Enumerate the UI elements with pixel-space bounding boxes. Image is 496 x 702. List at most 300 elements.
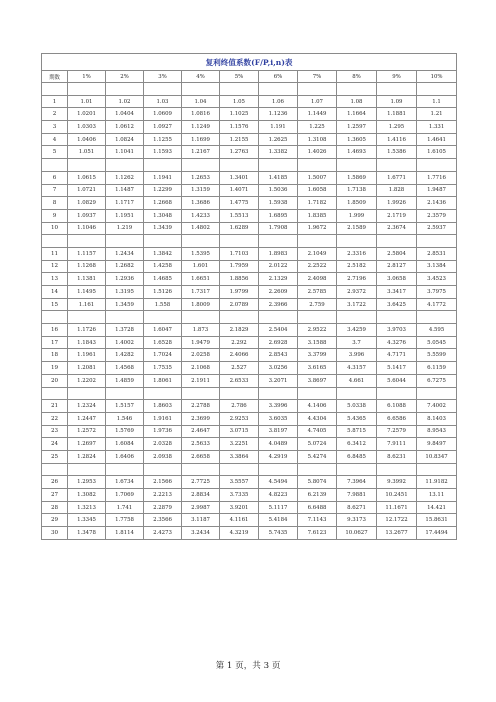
period-cell: 15 bbox=[42, 298, 68, 311]
factor-cell: 1.2697 bbox=[68, 438, 106, 451]
factor-cell: 7.9111 bbox=[377, 438, 417, 451]
factor-cell: 2.6658 bbox=[182, 450, 220, 463]
factor-cell: 1.7103 bbox=[220, 247, 259, 260]
factor-cell: 1.1717 bbox=[106, 197, 144, 210]
period-cell: 9 bbox=[42, 209, 68, 222]
factor-cell: 1.3439 bbox=[144, 222, 182, 235]
factor-cell: 4.4304 bbox=[298, 412, 337, 425]
factor-cell: 3.1187 bbox=[182, 514, 220, 527]
factor-cell: 1.2167 bbox=[182, 146, 220, 159]
factor-cell: 2.9372 bbox=[337, 286, 377, 299]
factor-cell: 1.6651 bbox=[182, 273, 220, 286]
factor-cell: 3.996 bbox=[337, 349, 377, 362]
factor-cell: 3.5557 bbox=[220, 476, 259, 489]
spacer-row bbox=[42, 463, 457, 476]
factor-cell: 6.1088 bbox=[377, 400, 417, 413]
table-row bbox=[42, 197, 457, 210]
factor-cell: 1.331 bbox=[417, 121, 457, 134]
factor-cell: 1.1255 bbox=[144, 133, 182, 146]
fp-table bbox=[41, 53, 457, 540]
factor-cell: 2.2879 bbox=[144, 501, 182, 514]
factor-cell: 1.4002 bbox=[106, 336, 144, 349]
factor-cell: 1.558 bbox=[144, 298, 182, 311]
factor-cell: 2.8127 bbox=[377, 260, 417, 273]
factor-cell: 1.4775 bbox=[220, 197, 259, 210]
factor-cell: 1.1046 bbox=[68, 222, 106, 235]
factor-cell: 1.06 bbox=[259, 95, 298, 108]
factor-cell: 1.0615 bbox=[68, 171, 106, 184]
factor-cell: 10.2451 bbox=[377, 489, 417, 502]
factor-cell: 1.1041 bbox=[106, 146, 144, 159]
factor-cell: 2.9522 bbox=[298, 324, 337, 337]
factor-cell: 1.191 bbox=[259, 121, 298, 134]
factor-cell: 1.3401 bbox=[220, 171, 259, 184]
factor-cell: 1.2824 bbox=[68, 450, 106, 463]
factor-cell: 1.4693 bbox=[337, 146, 377, 159]
factor-cell: 1.8603 bbox=[144, 400, 182, 413]
factor-cell: 10.0627 bbox=[337, 527, 377, 540]
spacer-row bbox=[42, 83, 457, 96]
factor-cell: 1.1449 bbox=[298, 108, 337, 121]
factor-cell: 1.5769 bbox=[106, 425, 144, 438]
period-cell: 27 bbox=[42, 489, 68, 502]
factor-cell: 1.7908 bbox=[259, 222, 298, 235]
factor-cell: 1.4026 bbox=[298, 146, 337, 159]
factor-cell: 2.1049 bbox=[298, 247, 337, 260]
factor-cell: 2.1911 bbox=[182, 374, 220, 387]
factor-cell: 1.0816 bbox=[182, 108, 220, 121]
factor-cell: 2.7725 bbox=[182, 476, 220, 489]
header-rate: 1% bbox=[68, 71, 106, 83]
factor-cell: 1.5007 bbox=[298, 171, 337, 184]
table-row bbox=[42, 209, 457, 222]
factor-cell: 1.4859 bbox=[106, 374, 144, 387]
factor-cell: 1.4258 bbox=[144, 260, 182, 273]
factor-cell: 2.5937 bbox=[417, 222, 457, 235]
factor-cell: 1.3478 bbox=[68, 527, 106, 540]
factor-cell: 4.661 bbox=[337, 374, 377, 387]
factor-cell: 2.4098 bbox=[298, 273, 337, 286]
factor-cell: 1.03 bbox=[144, 95, 182, 108]
factor-cell: 1.1941 bbox=[144, 171, 182, 184]
period-cell: 14 bbox=[42, 286, 68, 299]
factor-cell: 3.6425 bbox=[377, 298, 417, 311]
factor-cell: 2.3966 bbox=[259, 298, 298, 311]
factor-cell: 2.0258 bbox=[182, 349, 220, 362]
factor-cell: 1.5869 bbox=[337, 171, 377, 184]
factor-cell: 1.6289 bbox=[220, 222, 259, 235]
factor-cell: 1.6058 bbox=[298, 184, 337, 197]
factor-cell: 3.7 bbox=[337, 336, 377, 349]
table-row bbox=[42, 514, 457, 527]
header-rate: 2% bbox=[106, 71, 144, 83]
factor-cell: 2.292 bbox=[220, 336, 259, 349]
table-row bbox=[42, 146, 457, 159]
factor-cell: 2.3699 bbox=[182, 412, 220, 425]
table-row bbox=[42, 95, 457, 108]
table-row bbox=[42, 108, 457, 121]
factor-cell: 1.05 bbox=[220, 95, 259, 108]
factor-cell: 1.6105 bbox=[417, 146, 457, 159]
factor-cell: 1.8983 bbox=[259, 247, 298, 260]
header-rate: 5% bbox=[220, 71, 259, 83]
factor-cell: 9.8497 bbox=[417, 438, 457, 451]
factor-cell: 3.0715 bbox=[220, 425, 259, 438]
factor-cell: 1.4071 bbox=[220, 184, 259, 197]
factor-cell: 1.09 bbox=[377, 95, 417, 108]
period-cell: 21 bbox=[42, 400, 68, 413]
table-row bbox=[42, 298, 457, 311]
factor-cell: 2.6928 bbox=[259, 336, 298, 349]
factor-cell: 1.225 bbox=[298, 121, 337, 134]
factor-cell: 2.4066 bbox=[220, 349, 259, 362]
factor-cell: 1.1 bbox=[417, 95, 457, 108]
factor-cell: 1.2572 bbox=[68, 425, 106, 438]
factor-cell: 1.0612 bbox=[106, 121, 144, 134]
period-cell: 4 bbox=[42, 133, 68, 146]
factor-cell: 1.3728 bbox=[106, 324, 144, 337]
factor-cell: 1.873 bbox=[182, 324, 220, 337]
period-cell: 3 bbox=[42, 121, 68, 134]
period-cell: 10 bbox=[42, 222, 68, 235]
table-row bbox=[42, 121, 457, 134]
factor-cell: 1.3082 bbox=[68, 489, 106, 502]
factor-cell: 1.7535 bbox=[144, 362, 182, 375]
factor-cell: 1.2597 bbox=[337, 121, 377, 134]
factor-cell: 1.4233 bbox=[182, 209, 220, 222]
factor-cell: 1.9487 bbox=[417, 184, 457, 197]
factor-cell: 1.7024 bbox=[144, 349, 182, 362]
factor-cell: 3.9201 bbox=[220, 501, 259, 514]
factor-cell: 1.0201 bbox=[68, 108, 106, 121]
factor-cell: 1.04 bbox=[182, 95, 220, 108]
factor-cell: 3.2434 bbox=[182, 527, 220, 540]
factor-cell: 1.7716 bbox=[417, 171, 457, 184]
factor-cell: 1.999 bbox=[337, 209, 377, 222]
factor-cell: 5.8715 bbox=[337, 425, 377, 438]
factor-cell: 5.0724 bbox=[298, 438, 337, 451]
factor-cell: 1.07 bbox=[298, 95, 337, 108]
factor-cell: 1.3048 bbox=[144, 209, 182, 222]
period-cell: 22 bbox=[42, 412, 68, 425]
factor-cell: 4.8223 bbox=[259, 489, 298, 502]
table-row bbox=[42, 273, 457, 286]
factor-cell: 1.5157 bbox=[106, 400, 144, 413]
factor-cell: 1.3382 bbox=[259, 146, 298, 159]
factor-cell: 1.08 bbox=[337, 95, 377, 108]
factor-cell: 6.7275 bbox=[417, 374, 457, 387]
factor-cell: 1.1157 bbox=[68, 247, 106, 260]
factor-cell: 1.0927 bbox=[144, 121, 182, 134]
factor-cell: 1.2953 bbox=[68, 476, 106, 489]
factor-cell: 2.0122 bbox=[259, 260, 298, 273]
table-title: 复利终值系数(F/P,i,n)表 bbox=[42, 54, 457, 71]
factor-cell: 13.2677 bbox=[377, 527, 417, 540]
factor-cell: 1.4802 bbox=[182, 222, 220, 235]
factor-cell: 1.1236 bbox=[259, 108, 298, 121]
factor-cell: 5.6044 bbox=[377, 374, 417, 387]
factor-cell: 1.3605 bbox=[337, 133, 377, 146]
factor-cell: 1.02 bbox=[106, 95, 144, 108]
factor-cell: 8.6231 bbox=[377, 450, 417, 463]
factor-cell: 1.5513 bbox=[220, 209, 259, 222]
factor-cell: 1.7069 bbox=[106, 489, 144, 502]
factor-cell: 2.1436 bbox=[417, 197, 457, 210]
factor-cell: 1.2653 bbox=[182, 171, 220, 184]
factor-cell: 2.1719 bbox=[377, 209, 417, 222]
header-rate: 6% bbox=[259, 71, 298, 83]
factor-cell: 3.2071 bbox=[259, 374, 298, 387]
factor-cell: 2.6533 bbox=[220, 374, 259, 387]
factor-cell: 2.2522 bbox=[298, 260, 337, 273]
factor-cell: 13.11 bbox=[417, 489, 457, 502]
factor-cell: 1.7182 bbox=[298, 197, 337, 210]
factor-cell: 8.1403 bbox=[417, 412, 457, 425]
factor-cell: 2.5404 bbox=[259, 324, 298, 337]
period-cell: 8 bbox=[42, 197, 68, 210]
factor-cell: 2.5633 bbox=[182, 438, 220, 451]
table-row bbox=[42, 184, 457, 197]
factor-cell: 2.4273 bbox=[144, 527, 182, 540]
factor-cell: 1.3195 bbox=[106, 286, 144, 299]
factor-cell: 5.0545 bbox=[417, 336, 457, 349]
table-row bbox=[42, 362, 457, 375]
factor-cell: 4.3276 bbox=[377, 336, 417, 349]
factor-cell: 9.3992 bbox=[377, 476, 417, 489]
factor-cell: 5.4184 bbox=[259, 514, 298, 527]
factor-cell: 1.8509 bbox=[337, 197, 377, 210]
factor-cell: 3.8197 bbox=[259, 425, 298, 438]
header-rate: 8% bbox=[337, 71, 377, 83]
factor-cell: 1.1951 bbox=[106, 209, 144, 222]
factor-cell: 1.3159 bbox=[182, 184, 220, 197]
factor-cell: 1.051 bbox=[68, 146, 106, 159]
factor-cell: 3.4259 bbox=[337, 324, 377, 337]
period-cell: 25 bbox=[42, 450, 68, 463]
factor-cell: 1.1249 bbox=[182, 121, 220, 134]
factor-cell: 1.0406 bbox=[68, 133, 106, 146]
factor-cell: 1.1495 bbox=[68, 286, 106, 299]
factor-cell: 1.2155 bbox=[220, 133, 259, 146]
factor-cell: 3.2251 bbox=[220, 438, 259, 451]
factor-cell: 1.1961 bbox=[68, 349, 106, 362]
factor-cell: 3.3799 bbox=[298, 349, 337, 362]
period-cell: 30 bbox=[42, 527, 68, 540]
factor-cell: 6.2139 bbox=[298, 489, 337, 502]
header-period: 期数 bbox=[42, 71, 68, 83]
table-row bbox=[42, 489, 457, 502]
table-row bbox=[42, 349, 457, 362]
factor-cell: 1.4282 bbox=[106, 349, 144, 362]
factor-cell: 2.8543 bbox=[259, 349, 298, 362]
period-cell: 13 bbox=[42, 273, 68, 286]
factor-cell: 10.8347 bbox=[417, 450, 457, 463]
period-cell: 7 bbox=[42, 184, 68, 197]
factor-cell: 4.7171 bbox=[377, 349, 417, 362]
spacer-row bbox=[42, 235, 457, 248]
table-row bbox=[42, 438, 457, 451]
factor-cell: 5.1117 bbox=[259, 501, 298, 514]
table-row bbox=[42, 425, 457, 438]
factor-cell: 1.6047 bbox=[144, 324, 182, 337]
factor-cell: 1.4568 bbox=[106, 362, 144, 375]
factor-cell: 4.5494 bbox=[259, 476, 298, 489]
factor-cell: 4.1161 bbox=[220, 514, 259, 527]
factor-cell: 2.759 bbox=[298, 298, 337, 311]
factor-cell: 1.1593 bbox=[144, 146, 182, 159]
factor-cell: 1.01 bbox=[68, 95, 106, 108]
factor-cell: 5.4365 bbox=[337, 412, 377, 425]
factor-cell: 2.1068 bbox=[182, 362, 220, 375]
factor-cell: 1.7138 bbox=[337, 184, 377, 197]
factor-cell: 7.6123 bbox=[298, 527, 337, 540]
header-rate: 3% bbox=[144, 71, 182, 83]
factor-cell: 1.6734 bbox=[106, 476, 144, 489]
factor-cell: 3.1384 bbox=[417, 260, 457, 273]
factor-cell: 1.0937 bbox=[68, 209, 106, 222]
factor-cell: 2.5785 bbox=[298, 286, 337, 299]
factor-cell: 1.2447 bbox=[68, 412, 106, 425]
factor-cell: 1.5386 bbox=[377, 146, 417, 159]
factor-cell: 3.9703 bbox=[377, 324, 417, 337]
factor-cell: 1.4116 bbox=[377, 133, 417, 146]
factor-cell: 2.5804 bbox=[377, 247, 417, 260]
factor-cell: 1.2202 bbox=[68, 374, 106, 387]
table-row bbox=[42, 400, 457, 413]
factor-cell: 1.1726 bbox=[68, 324, 106, 337]
spacer-row bbox=[42, 159, 457, 172]
factor-cell: 2.0328 bbox=[144, 438, 182, 451]
factor-cell: 3.1722 bbox=[337, 298, 377, 311]
factor-cell: 1.9799 bbox=[220, 286, 259, 299]
factor-cell: 2.1589 bbox=[337, 222, 377, 235]
factor-cell: 1.3686 bbox=[182, 197, 220, 210]
factor-cell: 1.3842 bbox=[144, 247, 182, 260]
factor-cell: 4.595 bbox=[417, 324, 457, 337]
factor-cell: 7.2579 bbox=[377, 425, 417, 438]
factor-cell: 1.2299 bbox=[144, 184, 182, 197]
factor-cell: 1.601 bbox=[182, 260, 220, 273]
factor-cell: 12.1722 bbox=[377, 514, 417, 527]
table-row bbox=[42, 501, 457, 514]
factor-cell: 1.1487 bbox=[106, 184, 144, 197]
factor-cell: 5.4274 bbox=[298, 450, 337, 463]
factor-cell: 2.527 bbox=[220, 362, 259, 375]
factor-cell: 2.1829 bbox=[220, 324, 259, 337]
factor-cell: 1.0609 bbox=[144, 108, 182, 121]
factor-cell: 2.0789 bbox=[220, 298, 259, 311]
factor-cell: 1.2936 bbox=[106, 273, 144, 286]
factor-cell: 1.4641 bbox=[417, 133, 457, 146]
factor-cell: 1.3108 bbox=[298, 133, 337, 146]
factor-cell: 4.0489 bbox=[259, 438, 298, 451]
factor-cell: 3.3864 bbox=[220, 450, 259, 463]
factor-cell: 1.4185 bbox=[259, 171, 298, 184]
title-row bbox=[42, 54, 457, 71]
period-cell: 19 bbox=[42, 362, 68, 375]
factor-cell: 1.6084 bbox=[106, 438, 144, 451]
factor-cell: 1.295 bbox=[377, 121, 417, 134]
factor-cell: 1.5126 bbox=[144, 286, 182, 299]
factor-cell: 1.161 bbox=[68, 298, 106, 311]
factor-cell: 1.2763 bbox=[220, 146, 259, 159]
factor-cell: 1.1268 bbox=[68, 260, 106, 273]
factor-cell: 6.8485 bbox=[337, 450, 377, 463]
period-cell: 1 bbox=[42, 95, 68, 108]
table-row bbox=[42, 171, 457, 184]
factor-cell: 2.3316 bbox=[337, 247, 377, 260]
table-row bbox=[42, 336, 457, 349]
factor-cell: 6.6586 bbox=[377, 412, 417, 425]
factor-cell: 1.5938 bbox=[259, 197, 298, 210]
factor-cell: 1.1699 bbox=[182, 133, 220, 146]
factor-cell: 1.9672 bbox=[298, 222, 337, 235]
period-cell: 29 bbox=[42, 514, 68, 527]
factor-cell: 1.2625 bbox=[259, 133, 298, 146]
period-cell: 18 bbox=[42, 349, 68, 362]
factor-cell: 1.6895 bbox=[259, 209, 298, 222]
factor-cell: 3.4523 bbox=[417, 273, 457, 286]
factor-cell: 2.9253 bbox=[220, 412, 259, 425]
factor-cell: 2.2788 bbox=[182, 400, 220, 413]
factor-cell: 2.7196 bbox=[337, 273, 377, 286]
table-row bbox=[42, 412, 457, 425]
factor-cell: 3.0658 bbox=[377, 273, 417, 286]
header-rate: 9% bbox=[377, 71, 417, 83]
spacer-row bbox=[42, 311, 457, 324]
factor-cell: 2.3674 bbox=[377, 222, 417, 235]
factor-cell: 14.421 bbox=[417, 501, 457, 514]
page-footer: 第 1 页，共 3 页 bbox=[215, 661, 281, 671]
factor-cell: 1.8114 bbox=[106, 527, 144, 540]
factor-cell: 5.8074 bbox=[298, 476, 337, 489]
table-row bbox=[42, 450, 457, 463]
table-row bbox=[42, 476, 457, 489]
period-cell: 5 bbox=[42, 146, 68, 159]
factor-cell: 1.1881 bbox=[377, 108, 417, 121]
factor-cell: 1.828 bbox=[377, 184, 417, 197]
period-cell: 6 bbox=[42, 171, 68, 184]
factor-cell: 1.9161 bbox=[144, 412, 182, 425]
period-cell: 28 bbox=[42, 501, 68, 514]
factor-cell: 1.1381 bbox=[68, 273, 106, 286]
factor-cell: 3.3996 bbox=[259, 400, 298, 413]
factor-cell: 5.0338 bbox=[337, 400, 377, 413]
factor-cell: 1.9926 bbox=[377, 197, 417, 210]
factor-cell: 1.8061 bbox=[144, 374, 182, 387]
factor-cell: 2.3579 bbox=[417, 209, 457, 222]
factor-cell: 11.1671 bbox=[377, 501, 417, 514]
factor-cell: 1.9736 bbox=[144, 425, 182, 438]
factor-cell: 1.8385 bbox=[298, 209, 337, 222]
factor-cell: 6.1159 bbox=[417, 362, 457, 375]
factor-cell: 3.7975 bbox=[417, 286, 457, 299]
factor-cell: 1.6406 bbox=[106, 450, 144, 463]
factor-cell: 2.1329 bbox=[259, 273, 298, 286]
period-cell: 17 bbox=[42, 336, 68, 349]
factor-cell: 2.0938 bbox=[144, 450, 182, 463]
factor-cell: 1.3345 bbox=[68, 514, 106, 527]
factor-cell: 1.5036 bbox=[259, 184, 298, 197]
factor-cell: 1.7317 bbox=[182, 286, 220, 299]
factor-cell: 1.6771 bbox=[377, 171, 417, 184]
factor-cell: 1.741 bbox=[106, 501, 144, 514]
factor-cell: 1.7959 bbox=[220, 260, 259, 273]
factor-cell: 4.7405 bbox=[298, 425, 337, 438]
factor-cell: 1.1843 bbox=[68, 336, 106, 349]
factor-cell: 2.1566 bbox=[144, 476, 182, 489]
table-row bbox=[42, 260, 457, 273]
